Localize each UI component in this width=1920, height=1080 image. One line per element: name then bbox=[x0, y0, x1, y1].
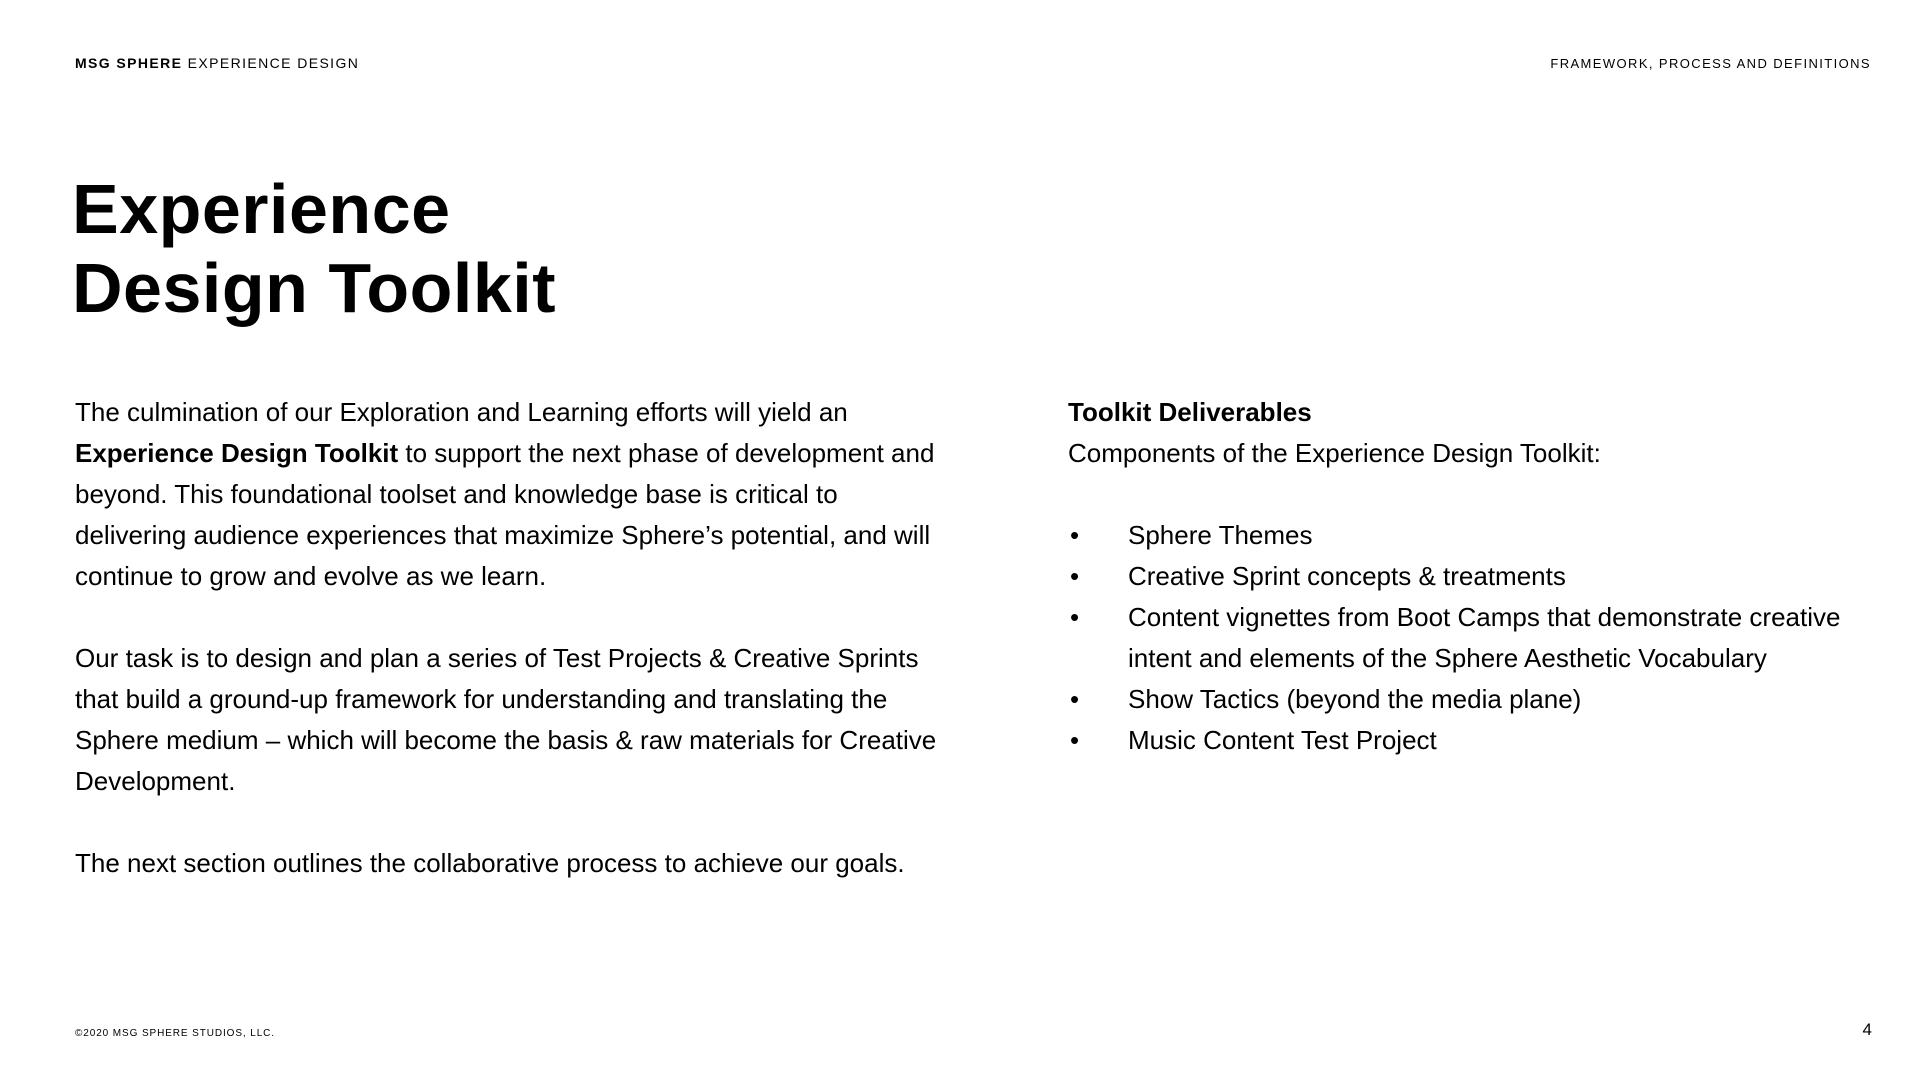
page-title-line-2: Design Toolkit bbox=[72, 249, 557, 327]
intro-paragraph-1-end: to support the next phase of development and beyond. This foundational toolset and knowledge base is critical to delivering audience experiences that maximize Sphere’s potential, and will continue to grow and evolve as we learn. bbox=[75, 438, 935, 591]
intro-paragraph-1-start: The culmination of our Exploration and Learning efforts will yield an bbox=[75, 397, 848, 427]
header-left bbox=[75, 54, 359, 72]
deliverables-heading: Toolkit Deliverables bbox=[1068, 397, 1312, 427]
intro-paragraph-1 bbox=[75, 392, 945, 597]
toolkit-emphasis: Experience Design Toolkit bbox=[75, 438, 399, 468]
footer-copyright: ©2020 MSG SPHERE STUDIOS, LLC. bbox=[75, 1028, 275, 1039]
bullet-icon: • bbox=[1070, 520, 1080, 550]
bullet-icon: • bbox=[1070, 725, 1080, 755]
page-title bbox=[72, 170, 556, 328]
list-item bbox=[1068, 679, 1868, 720]
bullet-icon: • bbox=[1070, 561, 1080, 591]
list-item-text: Content vignettes from Boot Camps that demonstrate creative intent and elements of the Sphere Aesthetic Vocabulary bbox=[1128, 602, 1841, 673]
bullet-icon: • bbox=[1070, 684, 1080, 714]
list-item bbox=[1068, 515, 1868, 556]
header-section-label: FRAMEWORK, PROCESS AND DEFINITIONS bbox=[1550, 56, 1871, 71]
list-item-text: Show Tactics (beyond the media plane) bbox=[1128, 684, 1582, 714]
list-item-text: Sphere Themes bbox=[1128, 520, 1313, 550]
list-item bbox=[1068, 597, 1868, 679]
list-item bbox=[1068, 556, 1868, 597]
intro-column bbox=[75, 392, 945, 925]
deliverables-subheading: Components of the Experience Design Toolkit: bbox=[1068, 438, 1601, 468]
list-item-text: Creative Sprint concepts & treatments bbox=[1128, 561, 1566, 591]
list-item-text: Music Content Test Project bbox=[1128, 725, 1437, 755]
bullet-icon: • bbox=[1070, 602, 1080, 632]
page-title-line-1: Experience bbox=[72, 170, 451, 248]
deliverables-column bbox=[1068, 392, 1868, 761]
deliverables-list bbox=[1068, 515, 1868, 761]
intro-paragraph-2: Our task is to design and plan a series of Test Projects & Creative Sprints that build a ground-up framework for understanding and translating the Sphere medium – which will become the basis & raw materials for Creative Development. bbox=[75, 643, 937, 796]
list-item bbox=[1068, 720, 1868, 761]
page-number: 4 bbox=[1862, 1020, 1872, 1039]
header-subtitle: EXPERIENCE DESIGN bbox=[187, 55, 360, 71]
header-brand: MSG SPHERE bbox=[75, 55, 183, 71]
intro-paragraph-3: The next section outlines the collaborative process to achieve our goals. bbox=[75, 848, 905, 878]
